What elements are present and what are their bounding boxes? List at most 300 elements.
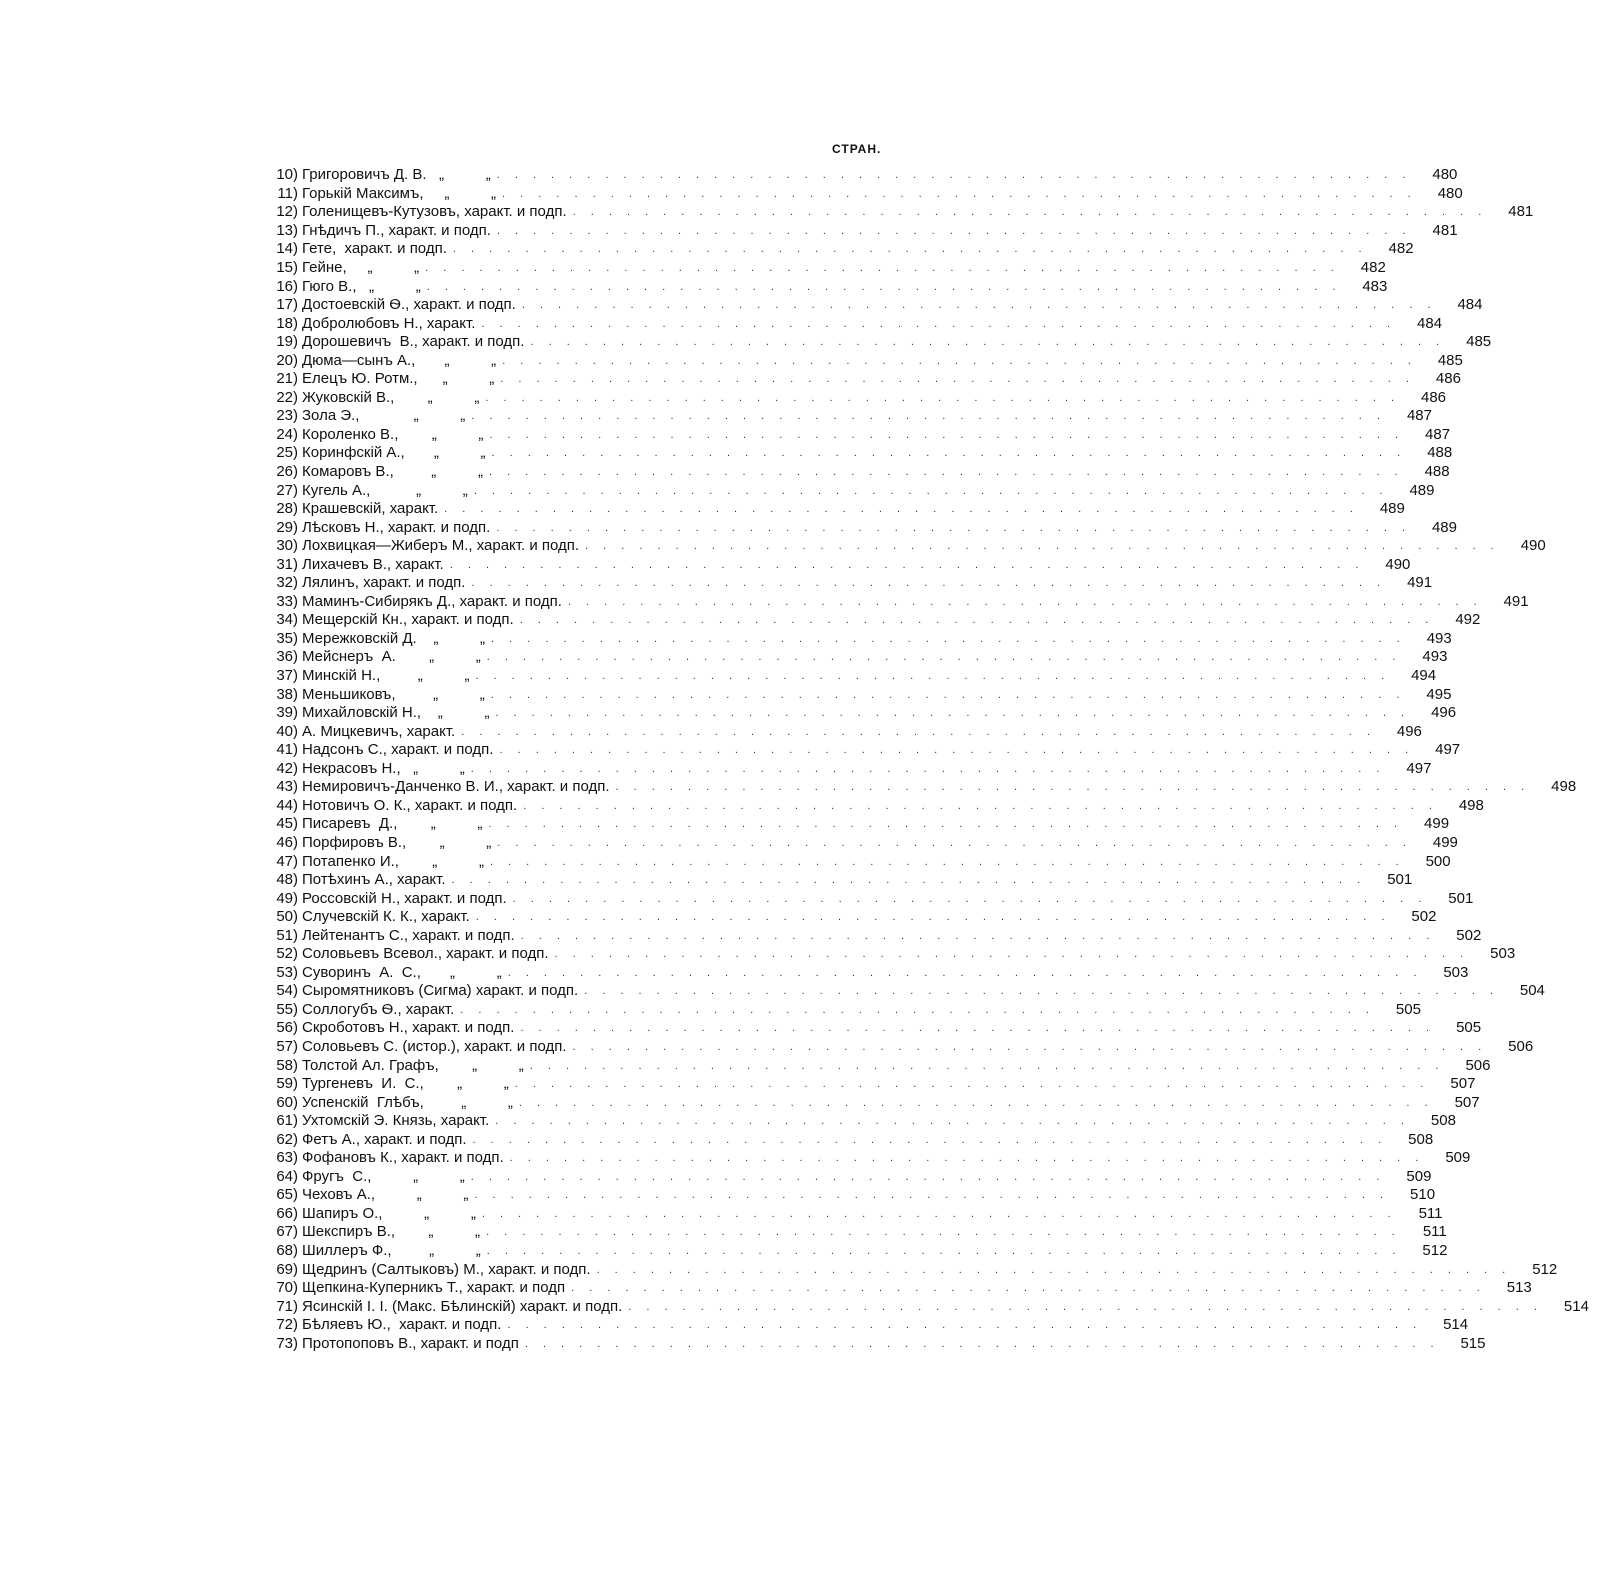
toc-entry xyxy=(262,296,1483,315)
toc-entry-title: Шапиръ О., „ „ xyxy=(302,1204,476,1222)
toc-entry xyxy=(262,500,1405,519)
toc-entry-page: 484 xyxy=(1457,296,1483,314)
toc-leader-dots: . . . . . . . . . . . . . . . . . . . . . . . . . . . . . . . . . . . . . . . . . . . . . . . . . . . xyxy=(596,1263,1512,1276)
toc-entry-page: 502 xyxy=(1411,908,1437,926)
toc-entry-number: 33) xyxy=(276,592,298,610)
toc-entry-page: 492 xyxy=(1455,611,1481,629)
toc-entry-page: 503 xyxy=(1490,945,1516,963)
toc-entry-title: Меньшиковъ, „ „ xyxy=(302,685,485,703)
toc-entry-number: 51) xyxy=(276,926,298,944)
toc-leader-dots: . . . . . . . . . . . . . . . . . . . . . . . . . . . . . . . . . . . . . . . . . . . . . . . . . . . xyxy=(520,1022,1436,1035)
toc-entry xyxy=(262,481,1435,500)
toc-entry xyxy=(262,203,1534,222)
toc-entry-page: 480 xyxy=(1432,166,1458,184)
toc-leader-dots: . . . . . . . . . . . . . . . . . . . . . . . . . . . . . . . . . . . . . . . . . . . . . . . . . . . xyxy=(426,280,1342,293)
toc-entry-number: 19) xyxy=(276,333,298,351)
toc-leader-dots: . . . . . . . . . . . . . . . . . . . . . . . . . . . . . . . . . . . . . . . . . . . . . . . . . . . xyxy=(497,836,1412,849)
toc-leader-dots: . . . . . . . . . . . . . . . . . . . . . . . . . . . . . . . . . . . . . . . . . . . . . . . . . . . xyxy=(475,911,1391,924)
toc-entry-title: Немировичъ-Данченко В. И., характ. и подп. xyxy=(302,778,610,796)
toc-entry-page: 481 xyxy=(1508,203,1534,221)
toc-entry-number: 23) xyxy=(276,407,298,425)
toc-entry xyxy=(262,1260,1558,1279)
toc-entry-number: 56) xyxy=(276,1019,298,1037)
toc-entry xyxy=(262,1223,1447,1242)
toc-entry-number: 28) xyxy=(276,500,298,518)
toc-entry-number: 46) xyxy=(276,833,298,851)
toc-entry-number: 50) xyxy=(276,908,298,926)
toc-entry-title: Лейтенантъ С., характ. и подп. xyxy=(302,926,515,944)
toc-entry xyxy=(262,833,1458,853)
toc-entry-number: 66) xyxy=(276,1204,298,1222)
toc-entry xyxy=(262,1056,1491,1075)
toc-entry-number: 55) xyxy=(276,1000,298,1018)
toc-entry-title: Гейне, „ „ xyxy=(302,259,420,276)
toc-entry-title: Лѣсковъ Н., характ. и подп. xyxy=(302,518,491,536)
toc-entry xyxy=(262,1037,1534,1057)
toc-entry xyxy=(262,463,1450,482)
toc-entry-title: Ухтомскій Э. Князь, характ. xyxy=(302,1112,490,1130)
toc-entry-page: 506 xyxy=(1465,1056,1491,1074)
toc-entry-page: 503 xyxy=(1443,963,1469,981)
toc-entry-title: Чеховъ А., „ „ xyxy=(302,1186,469,1204)
toc-entry-title: Елецъ Ю. Ротм., „ „ xyxy=(302,370,495,388)
toc-entry xyxy=(262,1000,1421,1020)
toc-entry-number: 27) xyxy=(276,481,298,499)
toc-entry xyxy=(262,815,1450,834)
toc-entry-title: Жуковскій В., „ „ xyxy=(302,388,480,406)
toc-entry-number: 40) xyxy=(276,722,298,740)
toc-entry-number: 12) xyxy=(276,203,298,221)
toc-leader-dots: . . . . . . . . . . . . . . . . . . . . . . . . . . . . . . . . . . . . . . . . . . . . . . . . . . . xyxy=(529,1059,1445,1072)
toc-entry-title: Сыромятниковъ (Сигма) характ. и подп. xyxy=(302,982,579,1000)
toc-entry-page: 501 xyxy=(1448,889,1474,907)
toc-entry-page: 484 xyxy=(1417,314,1443,332)
toc-entry xyxy=(262,555,1411,574)
toc-entry-number: 24) xyxy=(276,425,298,443)
toc-entry xyxy=(262,778,1577,797)
toc-leader-dots: . . . . . . . . . . . . . . . . . . . . . . . . . . . . . . . . . . . . . . . . . . . . . . . . . . . xyxy=(486,651,1402,664)
toc-entry-number: 35) xyxy=(276,629,298,647)
toc-entry-page: 508 xyxy=(1408,1130,1434,1148)
toc-entry xyxy=(262,574,1433,593)
toc-entry xyxy=(262,1297,1589,1316)
toc-entry-page: 497 xyxy=(1406,759,1432,777)
toc-entry-number: 53) xyxy=(276,963,298,981)
toc-entry-title: Мейснеръ А. „ „ xyxy=(302,648,481,666)
toc-leader-dots: . . . . . . . . . . . . . . . . . . . . . . . . . . . . . . . . . . . . . . . . . . . . . . . . . . . xyxy=(585,540,1500,553)
toc-entry-number: 30) xyxy=(276,537,298,555)
toc-entry xyxy=(262,889,1474,908)
toc-entry-page: 511 xyxy=(1418,1204,1443,1222)
toc-entry-title: Россовскій Н., характ. и подп. xyxy=(302,889,507,907)
toc-entry xyxy=(262,759,1432,779)
toc-entry-title: Фругъ С., „ „ xyxy=(302,1167,465,1185)
toc-entry xyxy=(262,611,1481,630)
toc-entry-number: 73) xyxy=(276,1334,298,1352)
toc-leader-dots: . . . . . . . . . . . . . . . . . . . . . . . . . . . . . . . . . . . . . . . . . . . . . . . . . . . xyxy=(572,206,1488,219)
toc-entry-page: 501 xyxy=(1387,871,1413,889)
toc-entry-page: 514 xyxy=(1563,1297,1589,1315)
toc-entry-title: Комаровъ В., „ „ xyxy=(302,463,483,481)
toc-entry xyxy=(262,425,1451,445)
toc-entry-page: 509 xyxy=(1445,1149,1471,1167)
toc-leader-dots: . . . . . . . . . . . . . . . . . . . . . . . . . . . . . . . . . . . . . . . . . . . . . . . . . . . xyxy=(461,725,1376,738)
toc-entry-title: Короленко В., „ „ xyxy=(302,425,484,443)
toc-leader-dots: . . . . . . . . . . . . . . . . . . . . . . . . . . . . . . . . . . . . . . . . . . . . . . . . . . . xyxy=(572,1040,1488,1053)
toc-entry xyxy=(262,407,1432,426)
toc-entry-page: 511 xyxy=(1422,1223,1447,1241)
toc-entry-number: 32) xyxy=(276,574,298,592)
toc-entry-page: 488 xyxy=(1427,444,1453,462)
toc-entry-title: Крашевскій, характ. xyxy=(302,500,439,518)
toc-entry xyxy=(262,1130,1434,1149)
toc-entry-number: 34) xyxy=(276,611,298,629)
toc-entry-number: 58) xyxy=(276,1056,298,1074)
toc-entry xyxy=(262,518,1457,537)
toc-entry xyxy=(262,221,1458,241)
toc-entry-page: 499 xyxy=(1424,815,1450,833)
toc-entry-number: 62) xyxy=(276,1130,298,1148)
toc-entry-page: 483 xyxy=(1362,277,1388,295)
toc-leader-dots: . . . . . . . . . . . . . . . . . . . . . . . . . . . . . . . . . . . . . . . . . . . . . . . . . . . xyxy=(523,799,1438,812)
toc-entry-title: Мещерскій Кн., характ. и подп. xyxy=(302,611,514,629)
toc-entry-title: Кугель А., „ „ xyxy=(302,481,468,499)
toc-entry-number: 17) xyxy=(276,296,298,314)
toc-entry-number: 67) xyxy=(276,1223,298,1241)
toc-entry-title: Голенищевъ-Кутузовъ, характ. и подп. xyxy=(302,203,567,221)
toc-leader-dots: . . . . . . . . . . . . . . . . . . . . . . . . . . . . . . . . . . . . . . . . . . . . . . . . . . . xyxy=(470,1170,1386,1183)
toc-entry-number: 59) xyxy=(276,1075,298,1093)
toc-entry xyxy=(262,333,1492,352)
toc-entry-number: 64) xyxy=(276,1167,298,1185)
toc-entry-title: Гнѣдичъ П., характ. и подп. xyxy=(302,221,491,239)
toc-entry xyxy=(262,1019,1482,1038)
toc-entry-number: 42) xyxy=(276,759,298,777)
toc-entry-number: 38) xyxy=(276,685,298,703)
toc-entry-title: Нотовичъ О. К., характ. и подп. xyxy=(302,796,518,814)
toc-entry-number: 60) xyxy=(276,1093,298,1111)
toc-entry xyxy=(262,444,1453,463)
toc-entry-title: Толстой Ал. Графъ, „ „ xyxy=(302,1056,524,1074)
toc-entry-number: 11) xyxy=(277,184,298,202)
toc-entry-page: 489 xyxy=(1409,481,1435,499)
toc-entry xyxy=(262,388,1447,408)
toc-entry xyxy=(262,926,1482,945)
toc-entry xyxy=(262,945,1516,964)
toc-entry-title: Соловьевъ С. (истор.), характ. и подп. xyxy=(302,1037,567,1055)
toc-entry-page: 482 xyxy=(1388,240,1414,258)
toc-entry-number: 54) xyxy=(276,982,298,1000)
toc-entry-title: Гюго В., „ „ xyxy=(302,277,421,295)
toc-entry-page: 507 xyxy=(1450,1075,1476,1093)
toc-entry-title: Соловьевъ Всевол., характ. и подп. xyxy=(302,945,549,963)
toc-entry-title: Лихачевъ В., характ. xyxy=(302,555,444,573)
toc-leader-dots: . . . . . . . . . . . . . . . . . . . . . . . . . . . . . . . . . . . . . . . . . . . . . . . . . . . xyxy=(481,317,1397,330)
toc-entry xyxy=(262,537,1546,556)
toc-entry xyxy=(262,592,1529,612)
toc-leader-dots: . . . . . . . . . . . . . . . . . . . . . . . . . . . . . . . . . . . . . . . . . . . . . . . . . . . xyxy=(520,929,1436,942)
toc-entry-title: Лохвицкая—Жиберъ М., характ. и подп. xyxy=(302,537,580,555)
toc-entry-title: Щепкина-Куперникъ Т., характ. и подп xyxy=(302,1279,566,1297)
toc-entry-number: 20) xyxy=(276,351,298,369)
toc-entry-page: 505 xyxy=(1395,1000,1421,1018)
toc-entry-title: Ясинскій І. І. (Макс. Бѣлинскій) характ. и подп. xyxy=(302,1297,623,1315)
toc-entry-title: Соллогубъ Ѳ., характ. xyxy=(302,1000,455,1018)
toc-entry-page: 491 xyxy=(1407,574,1433,592)
toc-leader-dots: . . . . . . . . . . . . . . . . . . . . . . . . . . . . . . . . . . . . . . . . . . . . . . . . . . . xyxy=(471,577,1387,590)
toc-entry-number: 21) xyxy=(276,370,298,388)
toc-entry-title: Шиллеръ Ф., „ „ xyxy=(302,1241,481,1259)
toc-leader-dots: . . . . . . . . . . . . . . . . . . . . . . . . . . . . . . . . . . . . . . . . . . . . . . . . . . . xyxy=(507,966,1423,979)
toc-entry-number: 71) xyxy=(276,1297,298,1315)
toc-entry-page: 487 xyxy=(1406,407,1432,425)
toc-entry-number: 18) xyxy=(276,314,298,332)
toc-entry-page: 480 xyxy=(1437,184,1463,202)
toc-entry-title: Фофановъ К., характ. и подп. xyxy=(302,1149,504,1167)
toc-entry xyxy=(262,1075,1476,1094)
toc-leader-dots: . . . . . . . . . . . . . . . . . . . . . . . . . . . . . . . . . . . . . . . . . . . . . . . . . . . xyxy=(495,1115,1410,1128)
toc-entry xyxy=(262,1204,1443,1224)
toc-leader-dots: . . . . . . . . . . . . . . . . . . . . . . . . . . . . . . . . . . . . . . . . . . . . . . . . . . . xyxy=(470,762,1386,775)
toc-leader-dots: . . . . . . . . . . . . . . . . . . . . . . . . . . . . . . . . . . . . . . . . . . . . . . . . . . . xyxy=(628,1300,1543,1313)
toc-leader-dots: . . . . . . . . . . . . . . . . . . . . . . . . . . . . . . . . . . . . . . . . . . . . . . . . . . . xyxy=(473,484,1389,497)
toc-leader-dots: . . . . . . . . . . . . . . . . . . . . . . . . . . . . . . . . . . . . . . . . . . . . . . . . . . . xyxy=(571,1282,1486,1295)
toc-leader-dots: . . . . . . . . . . . . . . . . . . . . . . . . . . . . . . . . . . . . . . . . . . . . . . . . . . . xyxy=(524,1337,1440,1350)
toc-leader-dots: . . . . . . . . . . . . . . . . . . . . . . . . . . . . . . . . . . . . . . . . . . . . . . . . . . . xyxy=(584,985,1499,998)
toc-leader-dots: . . . . . . . . . . . . . . . . . . . . . . . . . . . . . . . . . . . . . . . . . . . . . . . . . . . xyxy=(514,1078,1430,1091)
toc-leader-dots: . . . . . . . . . . . . . . . . . . . . . . . . . . . . . . . . . . . . . . . . . . . . . . . . . . . xyxy=(499,744,1415,757)
toc-entry-page: 498 xyxy=(1551,778,1577,796)
toc-entry-number: 52) xyxy=(276,945,298,963)
toc-leader-dots: . . . . . . . . . . . . . . . . . . . . . . . . . . . . . . . . . . . . . . . . . . . . . . . . . . . xyxy=(425,262,1340,274)
toc-entry xyxy=(262,963,1469,983)
toc-leader-dots: . . . . . . . . . . . . . . . . . . . . . . . . . . . . . . . . . . . . . . . . . . . . . . . . . . . xyxy=(491,632,1406,645)
toc-entry-title: Надсонъ С., характ. и подп. xyxy=(302,741,494,759)
toc-entry-title: Шекспиръ В., „ „ xyxy=(302,1223,481,1241)
toc-entry-title: Минскій Н., „ „ xyxy=(302,667,470,685)
toc-entry-title: Бѣляевъ Ю., характ. и подп. xyxy=(302,1316,502,1334)
toc-entry xyxy=(262,648,1448,667)
toc-entry-title: Коринфскій А., „ „ xyxy=(302,444,486,462)
toc-entry-page: 510 xyxy=(1410,1186,1436,1204)
toc-entry-number: 70) xyxy=(276,1279,298,1297)
toc-entry-page: 512 xyxy=(1532,1260,1558,1278)
toc-leader-dots: . . . . . . . . . . . . . . . . . . . . . . . . . . . . . . . . . . . . . . . . . . . . . . . . . . . xyxy=(519,614,1435,627)
toc-entry-number: 47) xyxy=(276,852,298,870)
toc-entry-title: Суворинъ А. С., „ „ xyxy=(302,963,502,981)
toc-entry-title: Протопоповъ В., характ. и подп xyxy=(302,1334,519,1352)
toc-entry xyxy=(262,741,1461,760)
toc-leader-dots: . . . . . . . . . . . . . . . . . . . . . . . . . . . . . . . . . . . . . . . . . . . . . . . . . . . xyxy=(500,373,1415,386)
toc-entry-number: 41) xyxy=(276,741,298,759)
toc-entry xyxy=(262,667,1437,686)
toc-leader-dots: . . . . . . . . . . . . . . . . . . . . . . . . . . . . . . . . . . . . . . . . . . . . . . . . . . . xyxy=(472,1133,1388,1146)
toc-leader-dots: . . . . . . . . . . . . . . . . . . . . . . . . . . . . . . . . . . . . . . . . . . . . . . . . . . . xyxy=(489,428,1405,441)
toc-entry-number: 25) xyxy=(276,444,298,462)
toc-entry-number: 13) xyxy=(276,221,298,239)
toc-entry-title: Потѣхинъ А., характ. xyxy=(302,871,446,889)
toc-entry xyxy=(262,704,1457,723)
toc-entry-page: 490 xyxy=(1520,537,1546,555)
toc-entry-page: 513 xyxy=(1506,1279,1532,1297)
toc-leader-dots: . . . . . . . . . . . . . . . . . . . . . . . . . . . . . . . . . . . . . . . . . . . . . . . . . . . xyxy=(474,1189,1390,1202)
toc-entry-number: 44) xyxy=(276,796,298,814)
toc-leader-dots: . . . . . . . . . . . . . . . . . . . . . . . . . . . . . . . . . . . . . . . . . . . . . . . . . . . xyxy=(488,466,1404,479)
toc-leader-dots: . . . . . . . . . . . . . . . . . . . . . . . . . . . . . . . . . . . . . . . . . . . . . . . . . . . xyxy=(521,299,1437,312)
toc-entry-page: 486 xyxy=(1435,370,1461,388)
toc-entry-title: Добролюбовъ Н., характ. xyxy=(302,314,476,332)
toc-leader-dots: . . . . . . . . . . . . . . . . . . . . . . . . . . . . . . . . . . . . . . . . . . . . . . . . . . . xyxy=(509,1152,1425,1165)
toc-leader-dots: . . . . . . . . . . . . . . . . . . . . . . . . . . . . . . . . . . . . . . . . . . . . . . . . . . . xyxy=(471,410,1386,423)
toc-entry xyxy=(262,277,1388,296)
toc-entry-page: 489 xyxy=(1431,518,1457,536)
toc-entry xyxy=(262,685,1452,704)
toc-entry-title: Григоровичъ Д. В. „ „ xyxy=(302,166,491,184)
toc-entry-page: 506 xyxy=(1508,1037,1534,1055)
toc-entry-title: Щедринъ (Салтыковъ) М., характ. и подп. xyxy=(302,1260,591,1278)
toc-entry-title: Мережковскій Д. „ „ xyxy=(302,629,486,647)
toc-entry-title: Михайловскій Н., „ „ xyxy=(302,704,490,722)
toc-entry-page: 490 xyxy=(1385,555,1411,573)
toc-entry-title: Писаревъ Д., „ „ xyxy=(302,815,483,833)
toc-entry-title: Горькій Максимъ, „ „ xyxy=(302,184,497,202)
toc-entry xyxy=(262,240,1414,259)
page-column-header: СТРАН. xyxy=(832,142,882,156)
toc-entry xyxy=(262,1112,1456,1131)
toc-entry-page: 500 xyxy=(1425,852,1451,870)
toc-entry-page: 515 xyxy=(1460,1334,1486,1352)
toc-entry-title: Достоевскій Ѳ., характ. и подп. xyxy=(302,296,516,314)
toc-entry-page: 505 xyxy=(1456,1019,1482,1037)
toc-entry-page: 493 xyxy=(1426,629,1452,647)
toc-entry xyxy=(262,1186,1436,1205)
toc-leader-dots: . . . . . . . . . . . . . . . . . . . . . . . . . . . . . . . . . . . . . . . . . . . . . . . . . . . xyxy=(554,948,1470,961)
toc-entry-page: 489 xyxy=(1379,500,1405,518)
toc-leader-dots: . . . . . . . . . . . . . . . . . . . . . . . . . . . . . . . . . . . . . . . . . . . . . . . . . . . xyxy=(485,391,1401,404)
toc-entry xyxy=(262,852,1451,871)
toc-entry xyxy=(262,1334,1486,1353)
toc-entry xyxy=(262,1167,1432,1187)
toc-entry-title: Успенскій Глѣбъ, „ „ xyxy=(302,1093,513,1111)
toc-entry-number: 36) xyxy=(276,648,298,666)
toc-entry xyxy=(262,314,1443,333)
toc-entry-page: 486 xyxy=(1420,388,1447,406)
toc-entry-title: Фетъ А., характ. и подп. xyxy=(302,1130,467,1148)
toc-entry xyxy=(262,722,1422,741)
toc-entry-page: 504 xyxy=(1519,982,1545,1000)
toc-entry-page: 485 xyxy=(1466,333,1492,351)
toc-leader-dots: . . . . . . . . . . . . . . . . . . . . . . . . . . . . . . . . . . . . . . . . . . . . . . . . . . . xyxy=(486,1226,1401,1239)
toc-entry xyxy=(262,871,1413,890)
toc-entry-page: 495 xyxy=(1426,685,1452,703)
toc-leader-dots: . . . . . . . . . . . . . . . . . . . . . . . . . . . . . . . . . . . . . . . . . . . . . . . . . . . xyxy=(452,243,1368,256)
toc-entry xyxy=(262,796,1484,816)
toc-leader-dots: . . . . . . . . . . . . . . . . . . . . . . . . . . . . . . . . . . . . . . . . . . . . . . . . . . . xyxy=(488,818,1404,831)
toc-entry-title: Потапенко И., „ „ xyxy=(302,852,484,870)
toc-entry-number: 45) xyxy=(276,815,298,833)
toc-entry xyxy=(262,1316,1469,1335)
toc-leader-dots: . . . . . . . . . . . . . . . . . . . . . . . . . . . . . . . . . . . . . . . . . . . . . . . . . . . xyxy=(495,707,1411,720)
toc-entry-number: 69) xyxy=(276,1260,298,1278)
toc-leader-dots: . . . . . . . . . . . . . . . . . . . . . . . . . . . . . . . . . . . . . . . . . . . . . . . . . . . xyxy=(502,354,1417,367)
toc-leader-dots: . . . . . . . . . . . . . . . . . . . . . . . . . . . . . . . . . . . . . . . . . . . . . . . . . . . xyxy=(615,781,1531,794)
toc-entry xyxy=(262,184,1463,204)
toc-entry-number: 16) xyxy=(276,277,298,295)
toc-entry-title: Некрасовъ Н., „ „ xyxy=(302,759,465,777)
toc-entry-page: 494 xyxy=(1411,667,1437,685)
toc-leader-dots: . . . . . . . . . . . . . . . . . . . . . . . . . . . . . . . . . . . . . . . . . . . . . . . . . . . xyxy=(567,595,1483,608)
toc-entry-number: 39) xyxy=(276,704,298,722)
toc-leader-dots: . . . . . . . . . . . . . . . . . . . . . . . . . . . . . . . . . . . . . . . . . . . . . . . . . . . xyxy=(496,521,1411,534)
toc-entry-page: 485 xyxy=(1437,351,1463,369)
toc-leader-dots: . . . . . . . . . . . . . . . . . . . . . . . . . . . . . . . . . . . . . . . . . . . . . . . . . . . xyxy=(460,1003,1375,1016)
toc-leader-dots: . . . . . . . . . . . . . . . . . . . . . . . . . . . . . . . . . . . . . . . . . . . . . . . . . . . xyxy=(530,336,1446,349)
toc-entry-number: 57) xyxy=(276,1037,298,1055)
toc-entry-title: А. Мицкевичъ, характ. xyxy=(302,722,456,740)
toc-entry xyxy=(262,1093,1480,1112)
toc-entry-page: 496 xyxy=(1431,704,1457,722)
toc-entry-page: 481 xyxy=(1432,221,1458,239)
toc-entry-page: 487 xyxy=(1425,425,1451,443)
toc-entry-number: 48) xyxy=(276,871,298,889)
toc-entry-title: Дорошевичъ В., характ. и подп. xyxy=(302,333,525,351)
toc-leader-dots: . . . . . . . . . . . . . . . . . . . . . . . . . . . . . . . . . . . . . . . . . . . . . . . . . . . xyxy=(502,187,1417,200)
toc-entry-number: 15) xyxy=(276,259,298,276)
toc-entry xyxy=(262,370,1461,389)
toc-entry-title: Скроботовъ Н., характ. и подп. xyxy=(302,1019,515,1037)
toc-entry-number: 65) xyxy=(276,1186,298,1204)
toc-entry-page: 498 xyxy=(1458,796,1484,814)
toc-leader-dots: . . . . . . . . . . . . . . . . . . . . . . . . . . . . . . . . . . . . . . . . . . . . . . . . . . . xyxy=(491,447,1407,460)
toc-entry-page: 482 xyxy=(1360,259,1386,276)
toc-leader-dots: . . . . . . . . . . . . . . . . . . . . . . . . . . . . . . . . . . . . . . . . . . . . . . . . . . . xyxy=(518,1096,1434,1109)
toc-entry-page: 514 xyxy=(1443,1316,1469,1334)
toc-entry-page: 508 xyxy=(1430,1112,1456,1130)
toc-entry-title: Случевскій К. К., характ. xyxy=(302,908,470,926)
toc-entry-number: 31) xyxy=(276,555,298,573)
toc-entry-number: 61) xyxy=(276,1112,298,1130)
toc-entry-title: Маминъ-Сибирякъ Д., характ. и подп. xyxy=(302,592,562,610)
toc-entry-title: Порфировъ В., „ „ xyxy=(302,833,492,851)
toc-entry xyxy=(262,166,1458,185)
toc-entry xyxy=(262,1279,1532,1298)
toc-entry xyxy=(262,629,1452,649)
toc-entry-page: 502 xyxy=(1456,926,1482,944)
toc-entry-number: 37) xyxy=(276,667,298,685)
toc-leader-dots: . . . . . . . . . . . . . . . . . . . . . . . . . . . . . . . . . . . . . . . . . . . . . . . . . . . xyxy=(451,874,1367,887)
toc-leader-dots: . . . . . . . . . . . . . . . . . . . . . . . . . . . . . . . . . . . . . . . . . . . . . . . . . . . xyxy=(475,670,1391,683)
toc-leader-dots: . . . . . . . . . . . . . . . . . . . . . . . . . . . . . . . . . . . . . . . . . . . . . . . . . . . xyxy=(512,892,1428,905)
toc-entry-title: Лялинъ, характ. и подп. xyxy=(302,574,466,592)
toc-entry xyxy=(262,259,1386,278)
toc-leader-dots: . . . . . . . . . . . . . . . . . . . . . . . . . . . . . . . . . . . . . . . . . . . . . . . . . . . xyxy=(481,1207,1397,1220)
toc-entry-page: 493 xyxy=(1422,648,1448,666)
toc-entry-number: 29) xyxy=(276,518,298,536)
toc-entry xyxy=(262,1149,1471,1168)
toc-entry xyxy=(262,908,1437,927)
toc-entry-title: Зола Э., „ „ xyxy=(302,407,466,425)
toc-entry xyxy=(262,351,1463,370)
toc-entry-number: 26) xyxy=(276,463,298,481)
table-of-contents xyxy=(262,166,1589,1353)
toc-entry-page: 497 xyxy=(1435,741,1461,759)
toc-entry-number: 49) xyxy=(276,889,298,907)
toc-entry-number: 14) xyxy=(276,240,298,258)
toc-leader-dots: . . . . . . . . . . . . . . . . . . . . . . . . . . . . . . . . . . . . . . . . . . . . . . . . . . . xyxy=(444,503,1359,516)
toc-leader-dots: . . . . . . . . . . . . . . . . . . . . . . . . . . . . . . . . . . . . . . . . . . . . . . . . . . . xyxy=(490,688,1406,701)
toc-leader-dots: . . . . . . . . . . . . . . . . . . . . . . . . . . . . . . . . . . . . . . . . . . . . . . . . . . . xyxy=(486,1244,1402,1257)
toc-entry-page: 509 xyxy=(1406,1167,1432,1185)
